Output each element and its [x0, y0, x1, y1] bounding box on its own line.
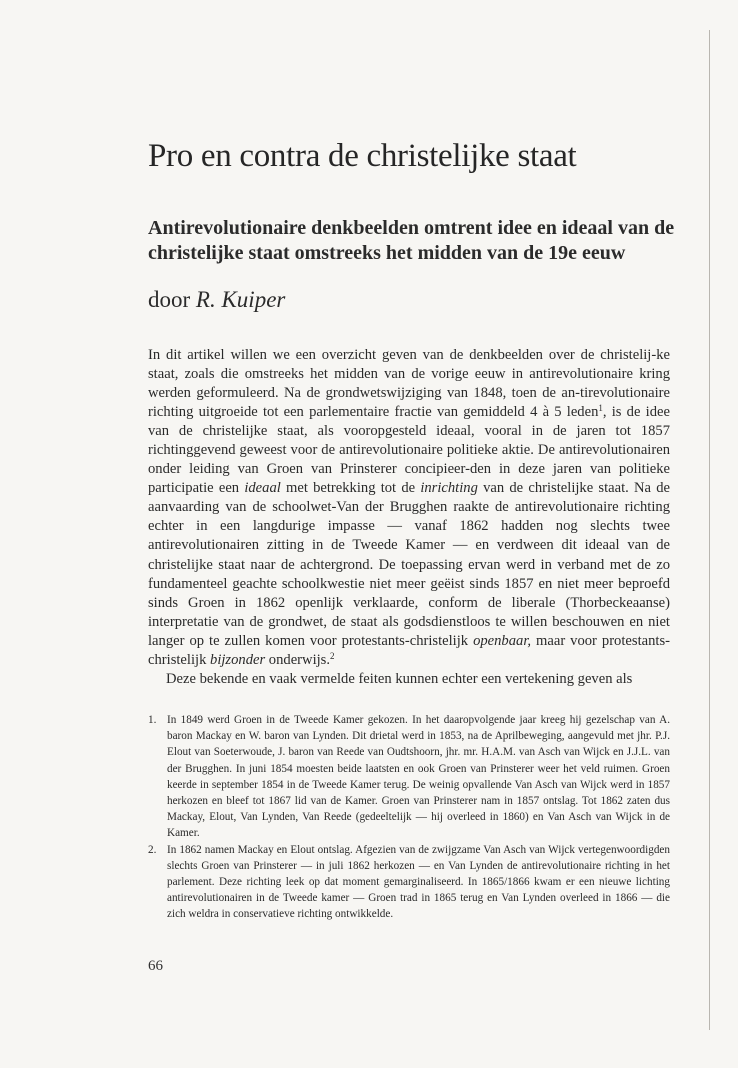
body-text-run: onderwijs. — [265, 651, 331, 668]
article-subtitle: Antirevolutionaire denkbeelden omtrent idee en ideaal van de christelijke staat omstreeks het midden van de 19e eeuw — [148, 217, 675, 264]
body-text-run: In dit artikel willen we een overzicht geven van de denkbeelden over de christelij-ke staat, zoals die omstreeks het midden van de vorige eeuw in antirevolutionaire kring werden geformuleerd. Na de grondwetswijziging van 1848, toen de an-tirevolutionaire richting uitgroeide tot een parlementaire fractie van gemiddeld 4 à 5 leden — [148, 347, 670, 421]
binding-edge — [709, 30, 710, 1030]
author-line — [148, 287, 285, 313]
footnote-1 — [148, 712, 670, 842]
body-text — [148, 346, 670, 689]
body-text-run: maar voor protestants-christelijk — [148, 632, 670, 668]
emphasis-inrichting: inrichting — [420, 480, 478, 497]
body-text-run: van de christelijke staat. Na de aanvaarding van de schoolwet-Van der Brugghen raakte de antirevolutionaire richting echter in een langdurige impasse — vanaf 1862 hadden nog slechts twee antirevolutionairen zitting in de Tweede Kamer — en verdween dit ideaal van de christelijke staat naar de achtergrond. De toepassing ervan werd in verband met de zo fundamenteel geachte schoolkwestie niet meer geëist sinds 1857 en niet meer beproefd sinds Groen in 1862 openlijk verklaarde, conform de liberale (Thorbeckeaanse) interpretatie van de grondwet, de staat als godsdienstloos te willen beschouwen en niet langer op te zullen komen voor protestants-christelijk — [148, 480, 671, 649]
footnote-number: 2. — [148, 843, 157, 856]
footnote-ref-2: 2 — [330, 650, 335, 661]
footnote-ref-1: 1 — [598, 403, 603, 414]
footnotes — [148, 712, 670, 923]
footnote-number: 1. — [148, 714, 157, 726]
author-name: R. Kuiper — [195, 287, 286, 312]
emphasis-bijzonder: bijzonder — [210, 651, 266, 668]
body-text-run: , is de idee van de christelijke staat, als vooropgesteld ideaal, vooral in de jaren tot 1857 richtinggevend geweest voor de antirevolutionaire politieke aktie. De antirevolutionairen onder leiding van Groen van Prinsterer concipieer-den in deze jaren van politieke participatie een — [148, 404, 670, 497]
emphasis-ideaal: ideaal — [244, 480, 281, 497]
body-paragraph-1 — [148, 346, 670, 670]
body-paragraph-2: Deze bekende en vaak vermelde feiten kunnen echter een vertekening geven als — [166, 670, 633, 687]
footnote-2 — [148, 842, 670, 923]
author-prefix: door — [148, 287, 191, 312]
emphasis-openbaar: openbaar, — [473, 632, 532, 649]
footnote-text: In 1849 werd Groen in de Tweede Kamer gekozen. In het daaropvolgende jaar kreeg hij gezelschap van A. baron Mackay en W. baron van Lynden. Dit drietal werd in 1853, na de Aprilbeweging, aangevuld met jhr. P.J. Elout van Soeterwoude, J. baron van Reede van Oudtshoorn, jhr. mr. H.A.M. van Asch van Wijck en J.J.L. van der Brugghen. In juni 1854 moesten beide laatsten en ook Groen van Prinsterer weer het veld ruimen. Groen keerde in september 1854 in de Tweede Kamer terug. De weinig opvallende Van Asch van Wijck werd in 1857 herkozen en bleef tot 1867 lid van de Kamer. Groen van Prinsterer nam in 1857 ontslag. Tot 1862 zaten dus Mackay, Elout, Van Lynden, Van Reede (gedeeltelijk — hij overleed in 1860) en Van Asch van Wijck in de Kamer. — [167, 714, 670, 840]
page-number: 66 — [148, 958, 163, 974]
article-title: Pro en contra de christelijke staat — [148, 138, 577, 174]
body-text-run: met betrekking tot de — [280, 480, 421, 497]
footnote-text: In 1862 namen Mackay en Elout ontslag. Afgezien van de zwijgzame Van Asch van Wijck vertegenwoordigden slechts Groen van Prinsterer — in juli 1862 herkozen — en Van Lynden de antirevolutionaire richting in het parlement. Deze richting leek op dat moment gemarginaliseerd. In 1865/1866 kwam er een nieuwe lichting antirevolutionairen in de Tweede kamer — Groen trad in 1865 terug en Van Lynden overleed in 1866 — die zich weldra in conservatieve richting ontwikkelde. — [167, 843, 670, 921]
